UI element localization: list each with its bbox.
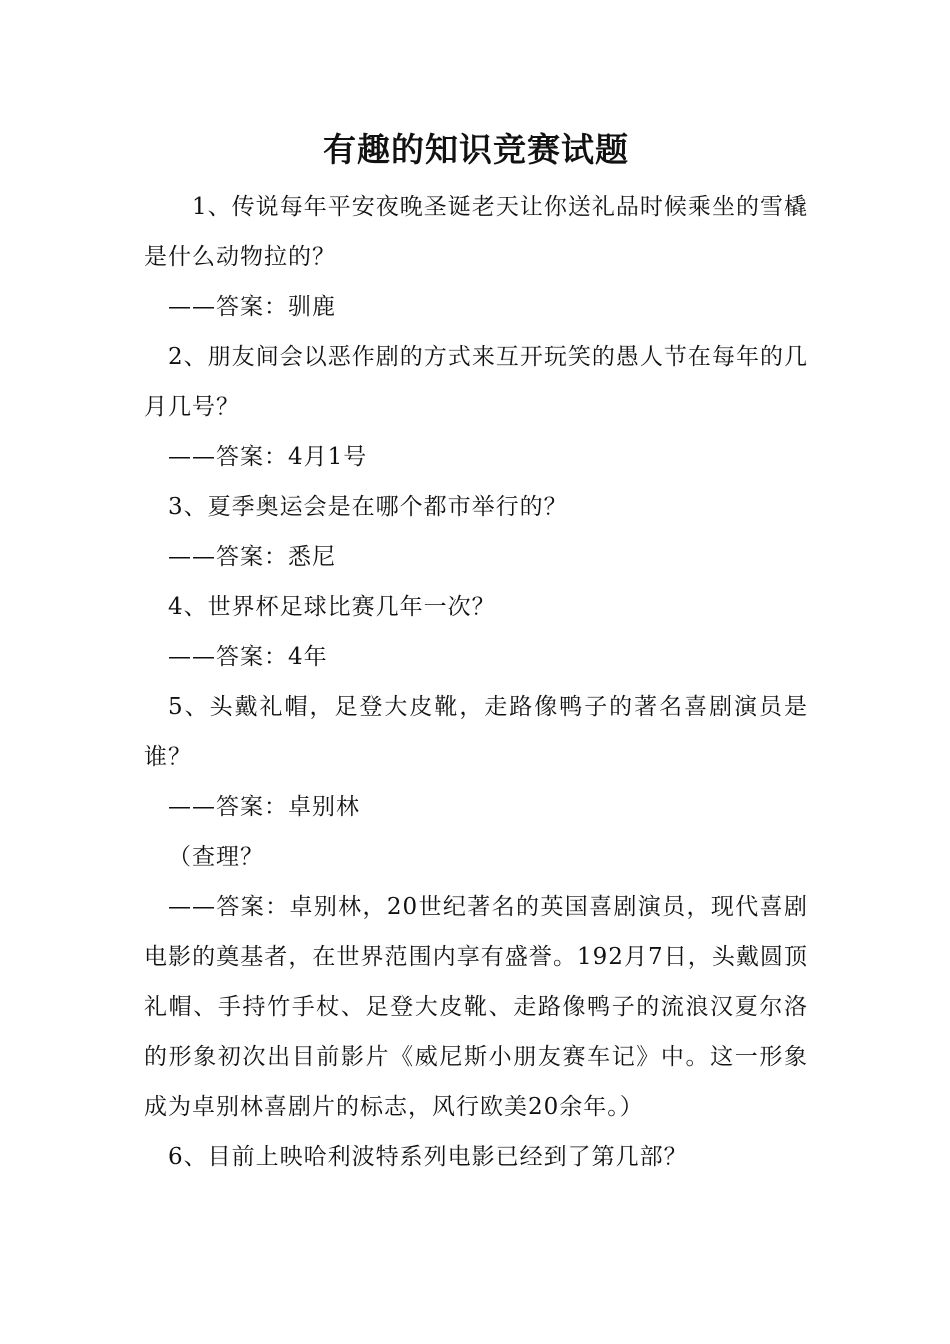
answer-2: ——答案：4月1号 [168,444,368,470]
note-open: （查理？ [168,844,264,870]
document-page [144,124,808,1182]
question-3: 3、夏季奥运会是在哪个都市举行的？ [168,494,568,520]
answer-4: ——答案：4年 [168,644,328,670]
question-5: 5、头戴礼帽，足登大皮靴，走路像鸭子的著名喜剧演员是谁？ [144,694,808,770]
answer-1: ——答案：驯鹿 [168,294,336,320]
document-title: 有趣的知识竞赛试题 [323,130,629,169]
answer-5: ——答案：卓别林 [168,794,360,820]
answer-3: ——答案：悉尼 [168,544,336,570]
answer-5-detail: ——答案：卓别林，20世纪著名的英国喜剧演员，现代喜剧电影的奠基者，在世界范围内享有盛誉。192月7日，头戴圆顶礼帽、手持竹手杖、足登大皮靴、走路像鸭子的流浪汉夏尔洛的形象初次出目前影片《威尼斯小朋友赛车记》中。这一形象成为卓别林喜剧片的标志，风行欧美20余年。） [144,894,808,1120]
question-1: 1、传说每年平安夜晚圣诞老天让你送礼品时候乘坐的雪橇是什么动物拉的？ [144,194,808,270]
question-6: 6、目前上映哈利波特系列电影已经到了第几部？ [168,1144,688,1170]
question-4: 4、世界杯足球比赛几年一次？ [168,594,496,620]
question-2: 2、朋友间会以恶作剧的方式来互开玩笑的愚人节在每年的几月几号？ [144,344,808,420]
